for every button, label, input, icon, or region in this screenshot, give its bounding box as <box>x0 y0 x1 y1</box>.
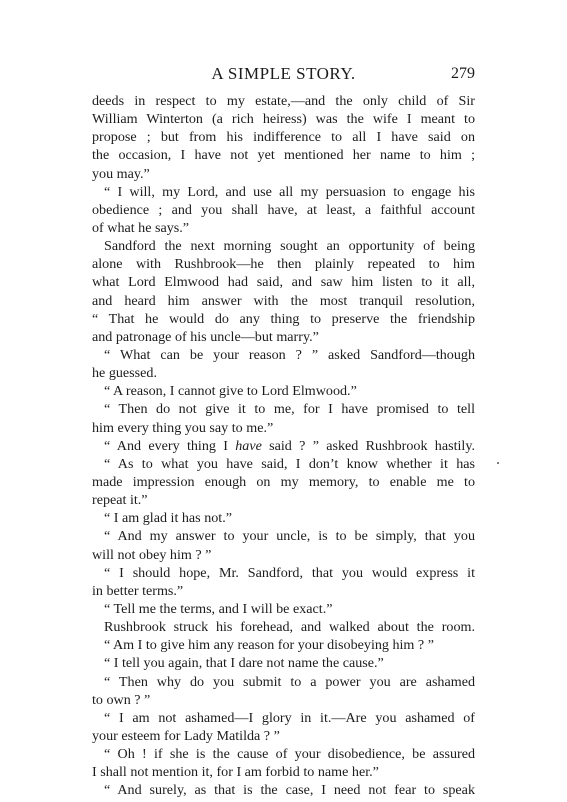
text-line: made impression enough on my memory, to enable me to <box>92 473 475 490</box>
text-line: him every thing you say to me.” <box>92 419 274 436</box>
text-line: deeds in respect to my estate,—and the only child of Sir <box>92 93 475 109</box>
text-line: Rushbrook struck his forehead, and walked about the room. <box>104 619 475 636</box>
text-line: of what he says.” <box>92 219 190 236</box>
text-line: “ What can be your reason ? ” asked Sandford—though <box>104 346 475 363</box>
text-line: Sandford the next morning sought an opportunity of being <box>104 238 475 255</box>
text-segment: said ? ” asked Rushbrook hastily. <box>261 437 475 454</box>
text-line: “ And my answer to your uncle, is to be simply, that you <box>104 528 475 545</box>
text-line: I shall not mention it, for I am forbid to name her.” <box>92 764 379 781</box>
text-line: and heard him answer with the most tranquil resolution, <box>92 292 475 309</box>
text-line: “ As to what you have said, I don’t know whether it has <box>104 455 475 472</box>
text-line: “ Am I to give him any reason for your disobeying him ? ” <box>104 637 434 654</box>
text-line: “ Then do not give it to me, for I have promised to tell <box>104 401 475 418</box>
text-line: “ That he would do any thing to preserve the friendship <box>92 310 475 327</box>
text-line: “ I am not ashamed—I glory in it.—Are you ashamed of <box>104 709 475 726</box>
text-line: “ And surely, as that is the case, I need not fear to speak <box>104 782 475 799</box>
text-line: in better terms.” <box>92 582 184 599</box>
text-line <box>92 437 475 455</box>
text-line: obedience ; and you shall have, at least, a faithful account <box>92 201 475 218</box>
text-line: to own ? ” <box>92 691 151 708</box>
text-line: William Winterton (a rich heiress) was the wife I meant to <box>92 111 475 128</box>
text-line: repeat it.” <box>92 492 148 509</box>
page-number: 279 <box>451 65 475 82</box>
text-line: “ Then why do you submit to a power you are ashamed <box>104 673 475 690</box>
text-line: he guessed. <box>92 365 157 382</box>
text-line: alone with Rushbrook—he then plainly repeated to him <box>92 256 475 273</box>
running-title: A SIMPLE STORY. <box>211 64 356 83</box>
text-line: “ Tell me the terms, and I will be exact.” <box>104 600 333 617</box>
text-line: “ I tell you again, that I dare not name the cause.” <box>104 655 384 672</box>
running-header <box>92 62 475 86</box>
text-line: “ A reason, I cannot give to Lord Elmwood.” <box>104 383 357 400</box>
text-segment: “ And every thing I <box>104 437 236 454</box>
italic-word: have <box>235 437 262 454</box>
text-line: “ I am glad it has not.” <box>104 510 232 527</box>
text-line: “ I will, my Lord, and use all my persuasion to engage his <box>104 183 475 200</box>
text-line: what Lord Elmwood had said, and saw him listen to it all, <box>92 274 475 291</box>
text-line: “ Oh ! if she is the cause of your disobedience, be assured <box>104 746 475 763</box>
text-line: will not obey him ? ” <box>92 546 212 563</box>
text-line: propose ; but from his indifference to all I have said on <box>92 129 475 146</box>
text-line: you may.” <box>92 165 150 182</box>
text-line: the occasion, I have not yet mentioned her name to him ; <box>92 147 475 164</box>
text-line: your esteem for Lady Matilda ? ” <box>92 727 280 744</box>
paper-speck <box>497 462 499 464</box>
text-line: “ I should hope, Mr. Sandford, that you would express it <box>104 564 475 581</box>
body-text <box>92 92 475 799</box>
text-line: and patronage of his uncle—but marry.” <box>92 328 319 345</box>
